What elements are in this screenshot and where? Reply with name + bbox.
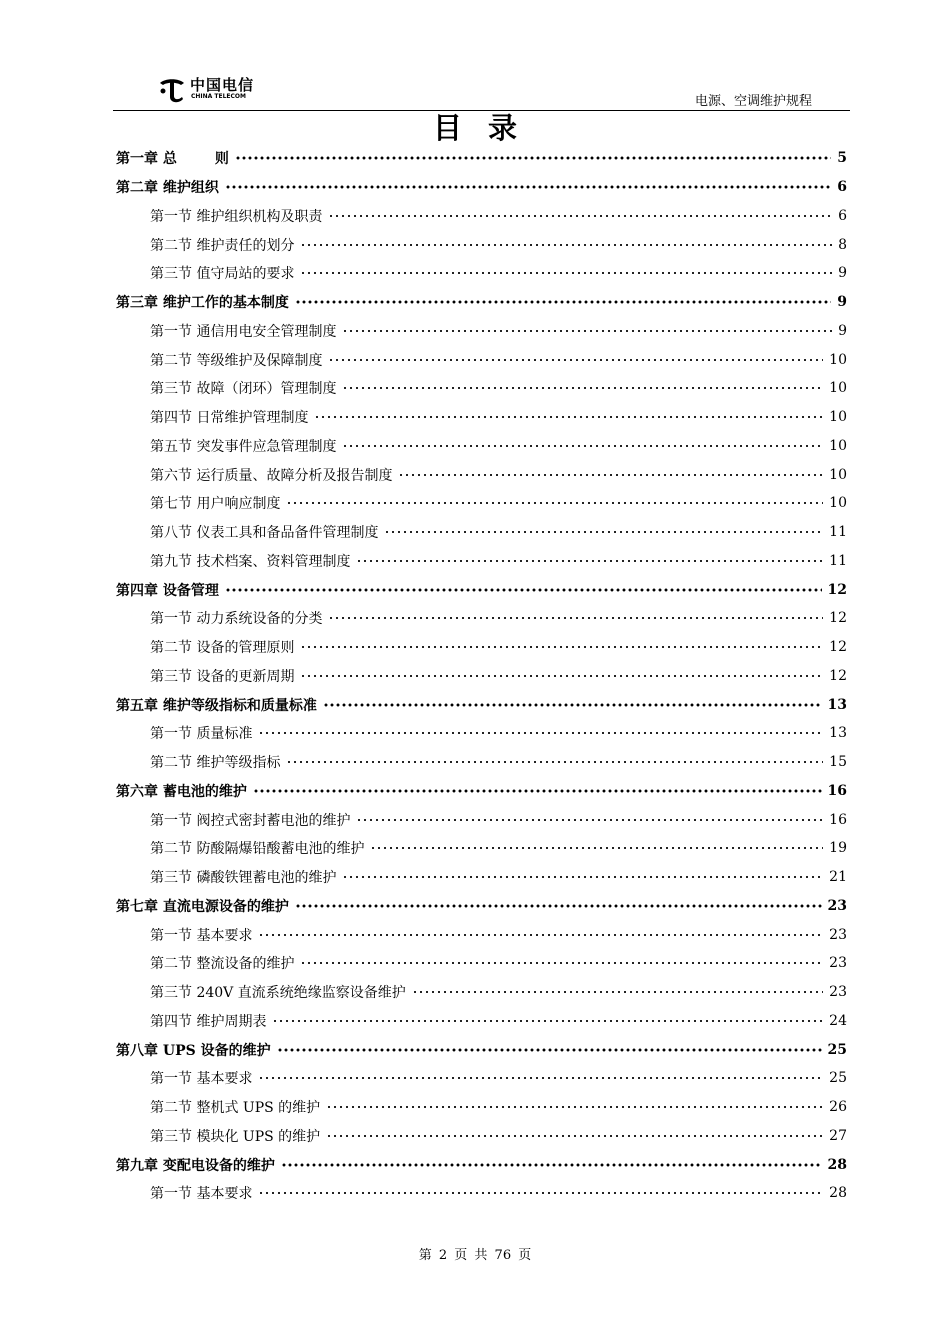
toc-dot-leader: [326, 1134, 823, 1138]
toc-page-number: 10: [829, 409, 847, 426]
toc-dot-leader: [300, 271, 832, 275]
toc-page-number: 16: [827, 782, 847, 799]
toc-dot-leader: [286, 501, 823, 505]
toc-section-entry[interactable]: [116, 547, 847, 576]
toc-section-entry[interactable]: [116, 432, 847, 461]
toc-chapter-entry[interactable]: [116, 173, 847, 202]
toc-page-number: 10: [829, 495, 847, 512]
toc-section-entry[interactable]: [116, 633, 847, 662]
toc-section-entry[interactable]: [116, 920, 847, 949]
toc-entry-label: 第二章 维护组织: [116, 180, 219, 197]
china-telecom-logo: [157, 72, 267, 106]
toc-dot-leader: [225, 588, 822, 592]
toc-page-number: 10: [829, 437, 847, 454]
toc-page-number: 13: [829, 725, 847, 742]
toc-dot-leader: [300, 674, 823, 678]
toc-page-number: 12: [827, 581, 847, 598]
toc-dot-leader: [314, 415, 823, 419]
toc-section-entry[interactable]: [116, 805, 847, 834]
toc-page-number: 10: [829, 380, 847, 397]
toc-entry-label: 第四章 设备管理: [116, 582, 219, 599]
toc-entry-label: 第四节 维护周期表: [150, 1013, 267, 1030]
toc-page-number: 26: [829, 1099, 847, 1116]
toc-dot-leader: [235, 156, 831, 160]
toc-page-number: 6: [837, 179, 847, 196]
toc-chapter-entry[interactable]: [116, 777, 847, 806]
logo-text-cn: 中国电信: [190, 76, 255, 94]
toc-entry-label: 第二节 设备的管理原则: [150, 640, 295, 657]
toc-section-entry[interactable]: [116, 1093, 847, 1122]
toc-page-number: 25: [829, 1070, 847, 1087]
toc-section-entry[interactable]: [116, 949, 847, 978]
toc-section-entry[interactable]: [116, 259, 847, 288]
toc-page-number: 28: [827, 1156, 847, 1173]
toc-entry-label: 第一节 基本要求: [150, 927, 253, 944]
toc-dot-leader: [272, 1019, 823, 1023]
document-title: 电源、空调维护规程: [694, 94, 812, 109]
toc-entry-label: 第二节 等级维护及保障制度: [150, 352, 323, 369]
toc-page-number: 23: [827, 897, 847, 914]
toc-entry-label: 第一章 总 则: [116, 151, 229, 168]
toc-page-number: 28: [829, 1185, 847, 1202]
toc-page-number: 8: [838, 236, 847, 253]
toc-entry-label: 第三节 磷酸铁锂蓄电池的维护: [150, 870, 337, 887]
toc-dot-leader: [253, 789, 822, 793]
toc-dot-leader: [295, 904, 822, 908]
toc-dot-leader: [328, 214, 832, 218]
toc-section-entry[interactable]: [116, 374, 847, 403]
toc-chapter-entry[interactable]: [116, 144, 847, 173]
toc-entry-label: 第七章 直流电源设备的维护: [116, 898, 289, 915]
page-header: [113, 68, 850, 111]
toc-section-entry[interactable]: [116, 719, 847, 748]
toc-entry-label: 第一节 基本要求: [150, 1186, 253, 1203]
toc-entry-label: 第四节 日常维护管理制度: [150, 410, 309, 427]
toc-section-entry[interactable]: [116, 518, 847, 547]
toc-page-number: 19: [829, 840, 847, 857]
toc-dot-leader: [277, 1048, 822, 1052]
toc-dot-leader: [295, 300, 831, 304]
toc-entry-label: 第三节 故障（闭环）管理制度: [150, 381, 337, 398]
toc-dot-leader: [412, 990, 823, 994]
toc-dot-leader: [300, 243, 832, 247]
toc-section-entry[interactable]: [116, 202, 847, 231]
toc-dot-leader: [300, 961, 823, 965]
toc-dot-leader: [258, 933, 823, 937]
toc-entry-label: 第三节 240V 直流系统绝缘监察设备维护: [150, 985, 406, 1002]
toc-entry-label: 第九章 变配电设备的维护: [116, 1157, 275, 1174]
toc-page-number: 13: [827, 696, 847, 713]
toc-entry-label: 第二节 维护等级指标: [150, 755, 281, 772]
toc-dot-leader: [281, 1163, 822, 1167]
toc-entry-label: 第二节 防酸隔爆铅酸蓄电池的维护: [150, 841, 365, 858]
toc-dot-leader: [258, 731, 823, 735]
toc-page-number: 9: [837, 294, 847, 311]
toc-section-entry[interactable]: [116, 1064, 847, 1093]
toc-page-number: 11: [829, 552, 847, 569]
toc-dot-leader: [326, 1105, 823, 1109]
toc-section-entry[interactable]: [116, 834, 847, 863]
toc-entry-label: 第一节 质量标准: [150, 726, 253, 743]
toc-chapter-entry[interactable]: [116, 1035, 847, 1064]
toc-chapter-entry[interactable]: [116, 892, 847, 921]
toc-section-entry[interactable]: [116, 230, 847, 259]
toc-chapter-entry[interactable]: [116, 288, 847, 317]
toc-dot-leader: [258, 1076, 823, 1080]
toc-page-number: 12: [829, 610, 847, 627]
toc-dot-leader: [398, 473, 823, 477]
toc-section-entry[interactable]: [116, 604, 847, 633]
toc-entry-label: 第一节 动力系统设备的分类: [150, 611, 323, 628]
toc-entry-label: 第六章 蓄电池的维护: [116, 783, 247, 800]
toc-dot-leader: [328, 616, 823, 620]
toc-page-number: 23: [829, 984, 847, 1001]
toc-section-entry[interactable]: [116, 1007, 847, 1036]
toc-entry-label: 第三节 模块化 UPS 的维护: [150, 1128, 321, 1145]
toc-entry-label: 第八章 UPS 设备的维护: [116, 1042, 271, 1059]
toc-entry-label: 第九节 技术档案、资料管理制度: [150, 553, 351, 570]
toc-page-number: 21: [829, 869, 847, 886]
toc-dot-leader: [342, 386, 823, 390]
toc-entry-label: 第三节 值守局站的要求: [150, 266, 295, 283]
toc-heading: 目录: [432, 111, 543, 145]
toc-entry-label: 第五节 突发事件应急管理制度: [150, 438, 337, 455]
toc-entry-label: 第一节 基本要求: [150, 1071, 253, 1088]
table-of-contents: [116, 144, 847, 1208]
toc-page-number: 9: [838, 322, 847, 339]
toc-entry-label: 第一节 阀控式密封蓄电池的维护: [150, 812, 351, 829]
toc-page-number: 9: [838, 265, 847, 282]
toc-dot-leader: [342, 444, 823, 448]
toc-section-entry[interactable]: [116, 489, 847, 518]
toc-page-number: 23: [829, 926, 847, 943]
toc-page-number: 15: [829, 754, 847, 771]
toc-section-entry[interactable]: [116, 460, 847, 489]
toc-entry-label: 第八节 仪表工具和备品备件管理制度: [150, 525, 379, 542]
toc-dot-leader: [286, 760, 823, 764]
toc-page-number: 5: [837, 150, 847, 167]
telecom-logo-icon: [157, 74, 187, 104]
toc-dot-leader: [342, 875, 823, 879]
toc-page-number: 10: [829, 351, 847, 368]
toc-entry-label: 第二节 维护责任的划分: [150, 237, 295, 254]
toc-section-entry[interactable]: [116, 662, 847, 691]
toc-section-entry[interactable]: [116, 863, 847, 892]
toc-page-number: 6: [838, 207, 847, 224]
toc-section-entry[interactable]: [116, 345, 847, 374]
toc-dot-leader: [342, 329, 832, 333]
toc-entry-label: 第七节 用户响应制度: [150, 496, 281, 513]
toc-page-number: 25: [827, 1041, 847, 1058]
toc-page-number: 16: [829, 811, 847, 828]
toc-section-entry[interactable]: [116, 1179, 847, 1208]
toc-dot-leader: [258, 1191, 823, 1195]
toc-page-number: 23: [829, 955, 847, 972]
toc-dot-leader: [300, 645, 823, 649]
toc-dot-leader: [225, 185, 831, 189]
toc-dot-leader: [356, 818, 823, 822]
toc-page-number: 11: [829, 524, 847, 541]
toc-section-entry[interactable]: [116, 403, 847, 432]
toc-section-entry[interactable]: [116, 317, 847, 346]
toc-section-entry[interactable]: [116, 978, 847, 1007]
toc-dot-leader: [328, 358, 823, 362]
toc-page-number: 12: [829, 639, 847, 656]
toc-page-number: 10: [829, 466, 847, 483]
toc-dot-leader: [370, 846, 823, 850]
toc-entry-label: 第三节 设备的更新周期: [150, 668, 295, 685]
toc-entry-label: 第六节 运行质量、故障分析及报告制度: [150, 467, 393, 484]
toc-chapter-entry[interactable]: [116, 575, 847, 604]
toc-section-entry[interactable]: [116, 1122, 847, 1151]
toc-dot-leader: [323, 703, 822, 707]
toc-entry-label: 第二节 整机式 UPS 的维护: [150, 1100, 321, 1117]
toc-chapter-entry[interactable]: [116, 1150, 847, 1179]
toc-chapter-entry[interactable]: [116, 690, 847, 719]
toc-entry-label: 第一节 通信用电安全管理制度: [150, 323, 337, 340]
logo-text-en: CHINA TELECOM: [191, 93, 246, 100]
page-footer: 第 2 页 共 76 页: [418, 1248, 532, 1263]
toc-entry-label: 第一节 维护组织机构及职责: [150, 208, 323, 225]
toc-dot-leader: [356, 559, 823, 563]
toc-section-entry[interactable]: [116, 748, 847, 777]
toc-entry-label: 第三章 维护工作的基本制度: [116, 295, 289, 312]
toc-page-number: 24: [829, 1012, 847, 1029]
toc-page-number: 27: [829, 1127, 847, 1144]
toc-entry-label: 第五章 维护等级指标和质量标准: [116, 697, 317, 714]
toc-dot-leader: [384, 530, 823, 534]
toc-entry-label: 第二节 整流设备的维护: [150, 956, 295, 973]
toc-page-number: 12: [829, 667, 847, 684]
